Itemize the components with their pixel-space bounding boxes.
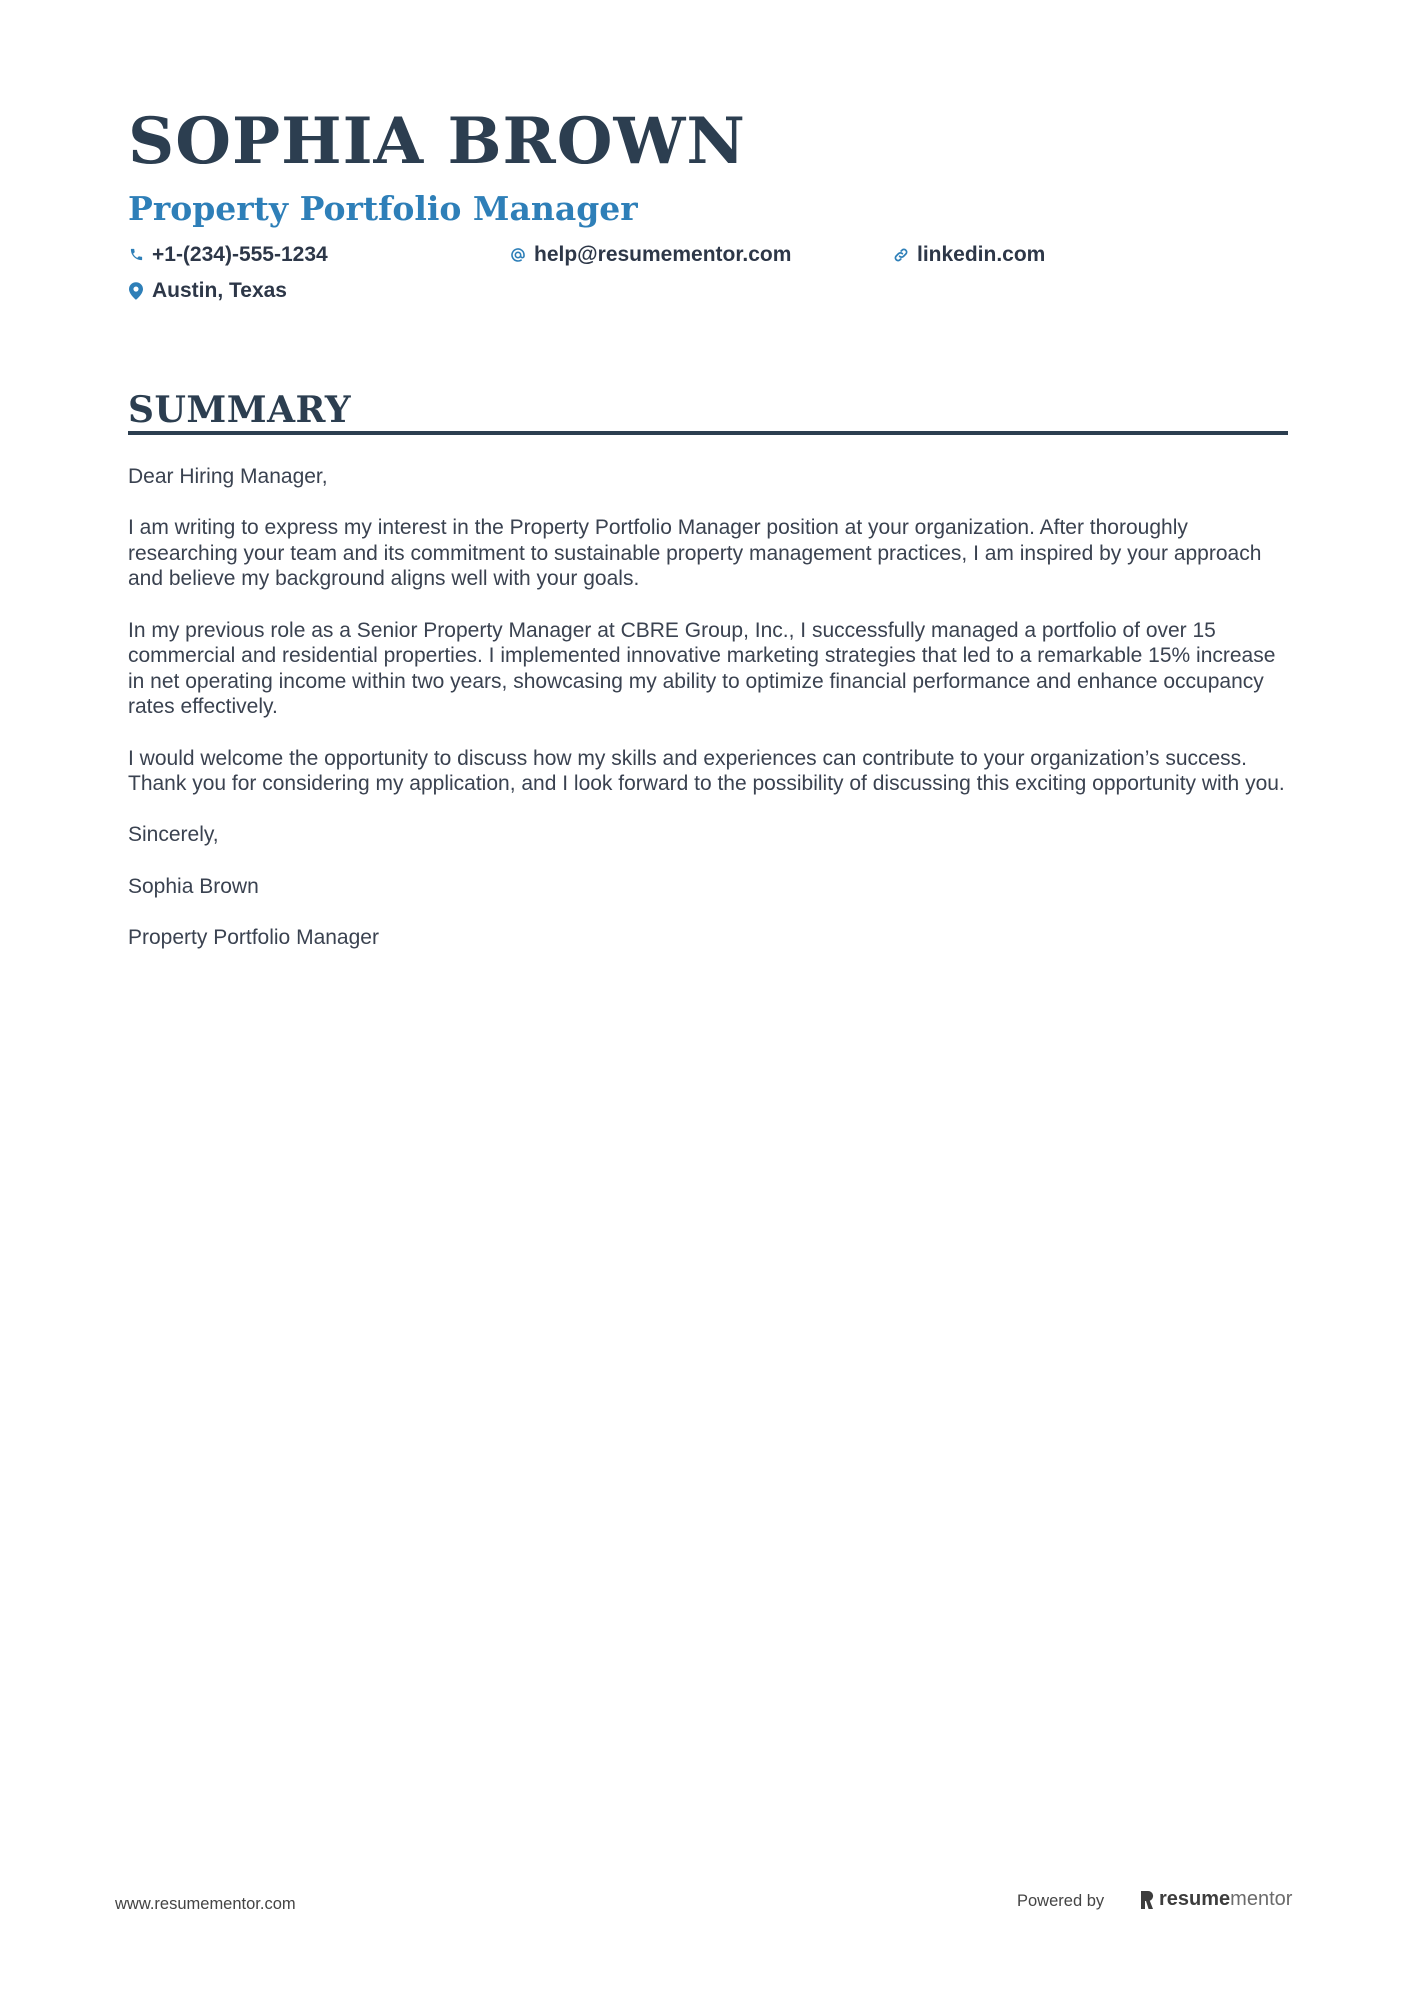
brand-logo-icon [1139,1890,1155,1910]
contact-location [128,280,287,301]
footer-powered-by: Powered by [1017,1892,1105,1910]
candidate-role: Property Portfolio Manager [128,189,638,228]
at-icon [510,246,526,264]
summary-heading: SUMMARY [128,389,352,431]
letter-signature-title: Property Portfolio Manager [128,925,379,949]
letter-signature-name: Sophia Brown [128,874,259,898]
letter-paragraph: In my previous role as a Senior Property Manager at CBRE Group, Inc., I successfully managed a portfolio of over 15 commercial and residential properties. I implemented innovative marketing strategies that led to a remarkable 15% increase in net operating income within two years, showcasing my ability to optimize financial performance and enhance occupancy rates effectively. [128,618,1276,719]
contact-location-text: Austin, Texas [152,279,287,302]
contact-link[interactable] [893,244,1045,265]
phone-icon [128,246,144,264]
letter-paragraph: I am writing to express my interest in the Property Portfolio Manager position at your organization. After thoroughly researching your team and its commitment to sustainable property management practices, I am inspired by your approach and believe my background aligns well with your goals. [128,516,1262,591]
summary-divider [128,431,1288,435]
location-pin-icon [128,282,144,300]
letter-salutation: Dear Hiring Manager, [128,465,328,488]
link-icon [893,246,909,264]
letter-closing: Sincerely, [128,823,219,847]
brand-name-light: mentor [1230,1888,1293,1910]
contact-email[interactable] [510,244,791,265]
footer-brand-logo[interactable] [1139,1888,1292,1911]
brand-name-bold: resume [1159,1888,1231,1910]
contact-phone[interactable] [128,244,328,265]
contact-phone-text: +1-(234)-555-1234 [152,243,328,266]
letter-body [128,464,1288,976]
footer-website-link[interactable]: www.resumementor.com [115,1895,296,1913]
contact-email-text: help@resumementor.com [534,243,792,266]
letter-paragraph: I would welcome the opportunity to discuss how my skills and experiences can contribute to your organization’s success. Thank you for considering my application, and I look forward to the possibility of discussing this exciting opportunity with you. [128,746,1285,796]
candidate-name: SOPHIA BROWN [128,104,746,179]
contact-link-text: linkedin.com [917,243,1046,266]
